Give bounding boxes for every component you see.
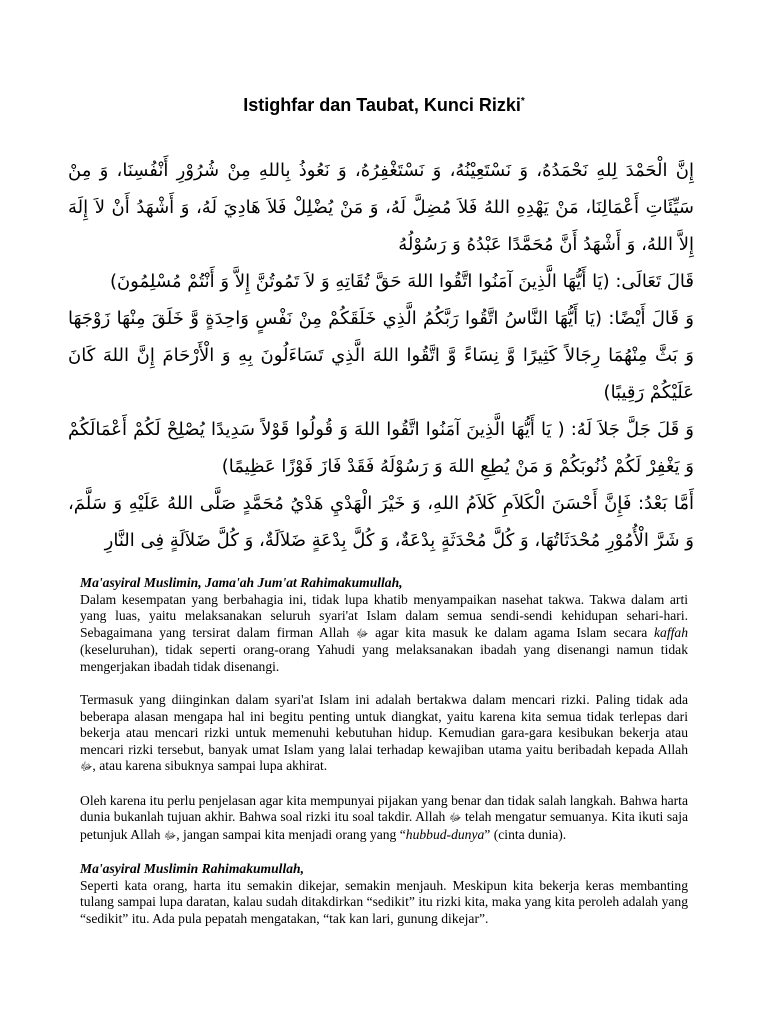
arabic-paragraph: إِنَّ الْحَمْدَ لِلهِ نَحْمَدُهُ، وَ نَسْتَعِيْنُهُ، وَ نَسْتَغْفِرُهُ، وَ نَعُوذُ بِاللهِ مِنْ شُرُوْرِ أَنْفُسِنَا، وَ مِنْ سَيِّئَاتِ أَعْمَالِنَا، مَنْ يَهْدِهِ اللهُ فَلاَ مُضِلَّ لَهُ، وَ مَنْ يُضْلِلْ فَلاَ هَادِيَ لَهُ، وَ أَشْهَدُ أَنْ لاَ إِلَهَ إِلاَّ اللهُ، وَ أَشْهَدُ أَنَّ مُحَمَّدًا عَبْدُهُ وَ رَسُوْلُهُ bbox=[68, 160, 694, 255]
title-footnote-mark: * bbox=[520, 96, 525, 107]
title-text: Istighfar dan Taubat, Kunci Rizki bbox=[243, 95, 521, 115]
document-title bbox=[80, 0, 688, 116]
swt-honorific-icon: ﷻ bbox=[163, 828, 177, 842]
text-run: , jangan sampai kita menjadi orang yang “ bbox=[176, 826, 406, 842]
swt-honorific-icon: ﷻ bbox=[80, 760, 93, 773]
text-run: (keseluruhan), tidak seperti orang-orang Yahudi yang melaksanakan ibadah yang disenangi namun tidak mengerjakan ibadah tidak disenangi. bbox=[80, 642, 688, 674]
body-paragraph bbox=[80, 692, 688, 776]
arabic-paragraph: وَ قَلَ جَلَّ جَلاَ لَهُ: ( يَا أَيُّهَا الَّذِينَ آمَنُوا اتَّقُوا اللهَ وَ قُولُوا قَوْلاً سَدِيدًا يُصْلِحْ لَكُمْ أَعْمَالَكُمْ وَ يَغْفِرْ لَكُمْ ذُنُوبَكُمْ وَ مَنْ يُطِعِ اللهَ وَ رَسُوْلَهُ فَقَدْ فَازَ فَوْزًا عَظِيمًا) bbox=[68, 419, 694, 477]
text-run: telah mengatur semuanya. Kita ikuti saja petunjuk Allah bbox=[80, 809, 689, 842]
arabic-paragraph: قَالَ تَعَالَى: (يَا أَيُّهَا الَّذِينَ آمَنُوا اتَّقُوا اللهَ حَقَّ تُقَاتِهِ وَ لاَ تَمُوتُنَّ إِلاَّ وَ أَنْتُمْ مُسْلِمُونَ) bbox=[109, 271, 694, 292]
text-run: Dalam kesempatan yang berbahagia ini, tidak lupa khatib menyampaikan nasehat takwa. Takwa dalam arti yang luas, yaitu melaksanakan seluruh syari'at Islam dalam semua sendi-sendi kehidupan sehari-hari. Sebagaimana yang tersirat dalam firman Allah bbox=[80, 591, 688, 640]
italic-term: kaffah bbox=[654, 624, 688, 640]
arabic-opening bbox=[68, 152, 694, 559]
text-run: Oleh karena itu perlu penjelasan agar kita mempunyai pijakan yang benar dan tidak salah langkah. Bahwa harta dunia bukanlah tujuan akhir. Bahwa soal rizki itu soal takdir. Allah bbox=[80, 792, 688, 824]
text-run: ” (cinta dunia). bbox=[484, 826, 567, 842]
italic-term: hubbud-dunya bbox=[405, 826, 485, 842]
swt-honorific-icon: ﷻ bbox=[355, 626, 369, 640]
body-paragraph bbox=[80, 592, 688, 676]
arabic-paragraph: وَ قَالَ أَيْضًا: (يَا أَيُّهَا النَّاسُ اتَّقُوا رَبَّكُمُ الَّذِي خَلَقَكُمْ مِنْ نَفْسٍ وَاحِدَةٍ وَّ خَلَقَ مِنْهَا زَوْجَهَا وَ بَثَّ مِنْهُمَا رِجَالاً كَثِيرًا وَّ نِسَاءً وَّ اتَّقُوا اللهَ الَّذِي تَسَاءَلُونَ بِهِ وَ الْأَرْحَامَ إِنَّ اللهَ كَانَ عَلَيْكُمْ رَقِيبًا) bbox=[68, 308, 694, 403]
swt-honorific-icon: ﷻ bbox=[448, 811, 462, 824]
text-run: Seperti kata orang, harta itu semakin dikejar, semakin menjauh. Meskipun kita bekerja keras membanting tulang sampai lupa daratan, kalau sudah ditakdirkan “sedikit” itu rizki kita, maka yang kita peroleh adalah yang “sedikit” itu. Ada pula pepatah mengatakan, “tak kan lari, gunung dikejar”. bbox=[80, 877, 688, 926]
section-heading: Ma'asyiral Muslimin, Jama'ah Jum'at Rahimakumullah, bbox=[80, 575, 403, 590]
text-run: , atau karena sibuknya sampai lupa akhirat. bbox=[92, 758, 328, 773]
sermon-body bbox=[80, 575, 688, 927]
text-run: agar kita masuk ke dalam agama Islam secara bbox=[375, 624, 648, 640]
section-heading: Ma'asyiral Muslimin Rahimakumullah, bbox=[80, 861, 304, 876]
text-run: Termasuk yang diinginkan dalam syari'at Islam ini adalah bertakwa dalam mencari rizki. Paling tidak ada beberapa alasan mengapa hal ini begitu penting untuk diangkat, yaitu karena kita semua tidak terlepas dari bekerja atau mencari rizki untuk memenuhi kebutuhan hidup. Kemudian gara-gara kesibukan bekerja atau mencari rizki tersebut, banyak umat Islam yang lalai terhadap kewajiban utama yaitu beribadah kepada Allah bbox=[80, 692, 688, 757]
arabic-paragraph: أَمَّا بَعْدُ: فَإِنَّ أَحْسَنَ الْكَلاَمِ كَلاَمُ اللهِ، وَ خَيْرَ الْهَدْيِ هَدْيُ مُحَمَّدٍ صَلَّى اللهُ عَلَيْهِ وَ سَلَّمَ، وَ شَرَّ الْأُمُوْرِ مُحْدَثَاتُهَا، وَ كُلَّ مُحْدَثَةٍ بِدْعَةٌ، وَ كُلَّ بِدْعَةٍ ضَلاَلَةٌ، وَ كُلَّ ضَلاَلَةٍ فِى النَّارِ bbox=[68, 493, 694, 551]
body-paragraph bbox=[80, 878, 688, 928]
body-paragraph bbox=[80, 793, 688, 845]
